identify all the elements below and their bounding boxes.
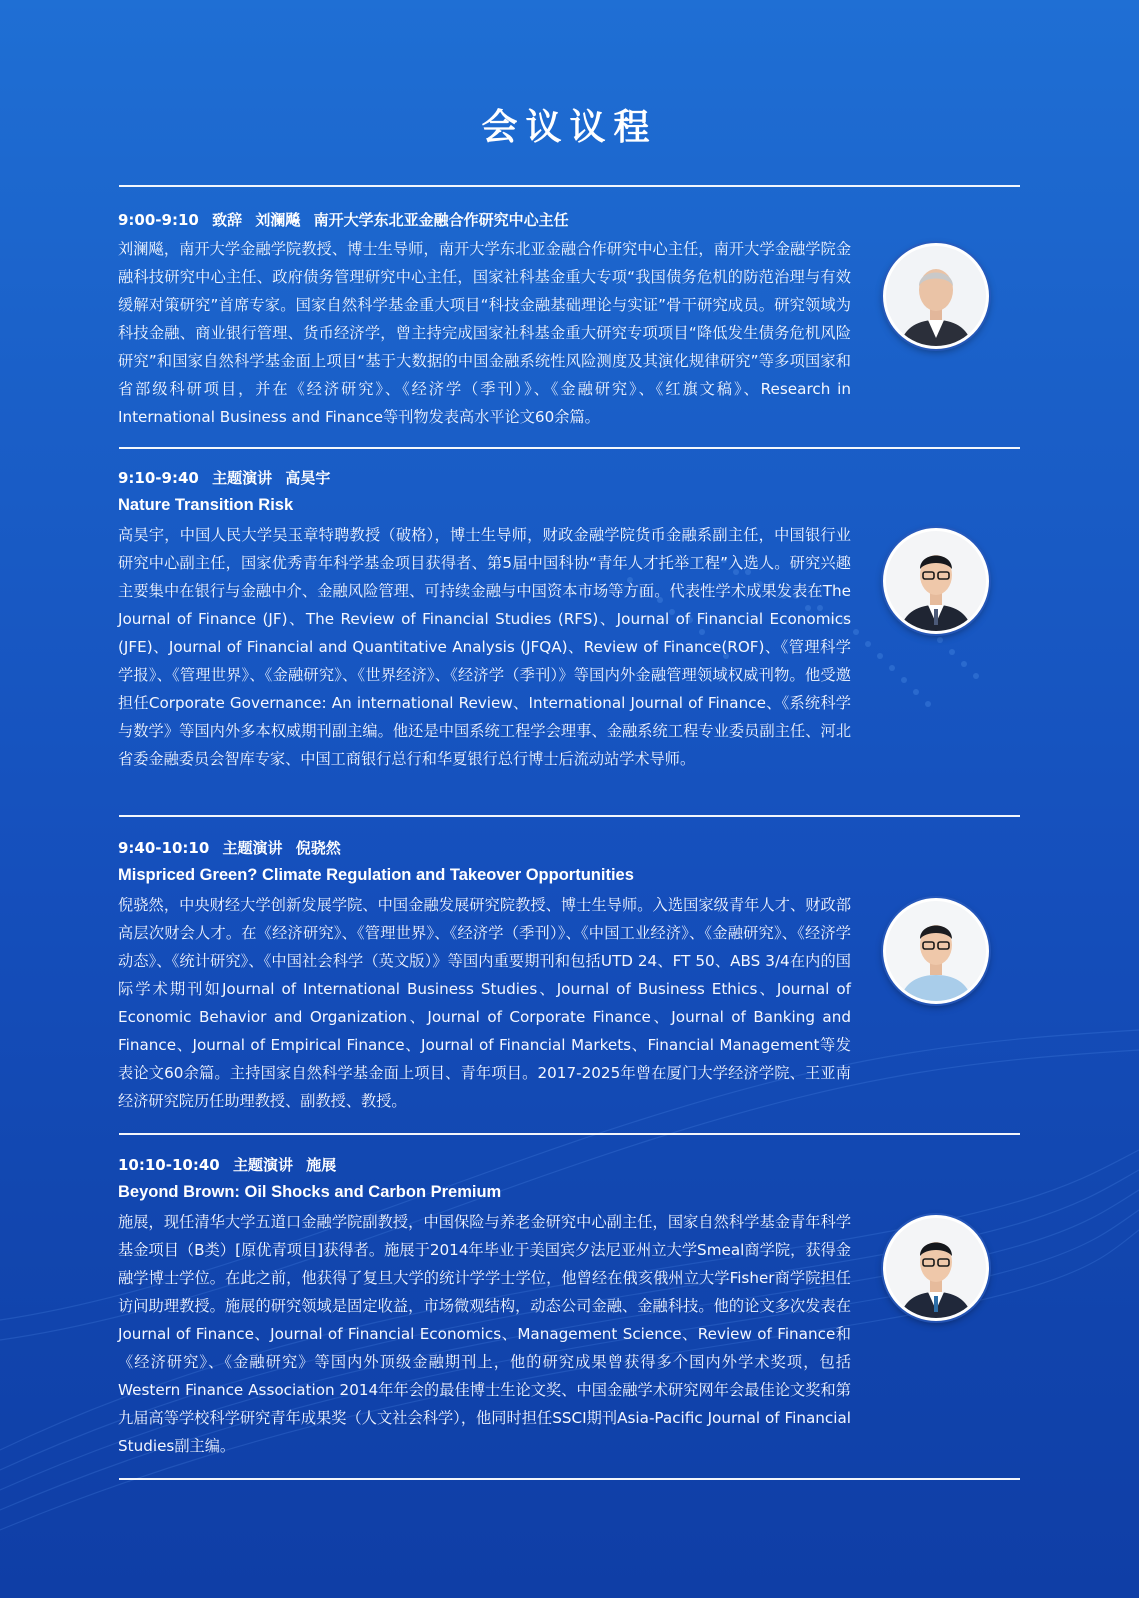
session-type: 主题演讲 [232, 1156, 293, 1174]
speaker-bio: 倪骁然，中央财经大学创新发展学院、中国金融发展研究院教授、博士生导师。入选国家级青年人才、财政部高层次财会人才。在《经济研究》、《管理世界》、《经济学（季刊）》、《中国工业经济》、《金融研究》、《经济学动态》、《统计研究》、《中国社会科学（英文版）》等国内重要期刊和包括UTD 24、FT 50、ABS 3/4在内的国际学术期刊如Journal of International Business Studies、Journal of Business Ethics、Journal of Economic Behavior and Organization、Journal of Corporate Finance、Journal of Banking and Finance、Journal of Empirical Finance、Journal of Financial Markets、Financial Management等发表论文60余篇。主持国家自然科学基金面上项目、青年项目。2017-2025年曾在厦门大学经济学院、王亚南经济研究院历任助理教授、副教授、教授。 [118, 896, 851, 1110]
session-type: 主题演讲 [212, 469, 273, 487]
avatar [883, 243, 989, 349]
divider [119, 185, 1020, 187]
session-type: 主题演讲 [222, 839, 283, 857]
talk-title: Beyond Brown: Oil Shocks and Carbon Premium [118, 1183, 502, 1201]
session-time: 9:00-9:10 [118, 211, 199, 229]
session-header [118, 1153, 851, 1178]
session-header [118, 208, 851, 233]
speaker-bio: 施展，现任清华大学五道口金融学院副教授，中国保险与养老金研究中心副主任，国家自然科学基金青年科学基金项目（B类）[原优青项目]获得者。施展于2014年毕业于美国宾夕法尼亚州立大学Smeal商学院，获得金融学博士学位。在此之前，他获得了复旦大学的统计学学士学位，他曾经在俄亥俄州立大学Fisher商学院担任访问助理教授。施展的研究领域是固定收益，市场微观结构，动态公司金融、金融科技。他的论文多次发表在Journal of Finance、Journal of Financial Economics、Management Science、Review of Finance和《经济研究》、《金融研究》等国内外顶级金融期刊上，他的研究成果曾获得多个国内外学术奖项，包括Western Finance Association 2014年年会的最佳博士生论文奖、中国金融学术研究网年会最佳论文奖和第九届高等学校科学研究青年成果奖（人文社会科学），他同时担任SSCI期刊Asia-Pacific Journal of Financial Studies副主编。 [118, 1213, 851, 1455]
avatar [883, 1215, 989, 1321]
page-title: 会议议程 [481, 107, 658, 148]
speaker-name: 高昊宇 [285, 469, 331, 487]
speaker-affiliation: 南开大学东北亚金融合作研究中心主任 [313, 211, 569, 229]
session-time: 9:10-9:40 [118, 469, 199, 487]
session-type: 致辞 [212, 211, 243, 229]
speaker-bio: 刘澜飚，南开大学金融学院教授、博士生导师，南开大学东北亚金融合作研究中心主任，南开大学金融学院金融科技研究中心主任、政府债务管理研究中心主任，国家社科基金重大专项“我国债务危机的防范治理与有效缓解对策研究”首席专家。国家自然科学基金重大项目“科技金融基础理论与实证”骨干研究成员。研究领域为科技金融、商业银行管理、货币经济学，曾主持完成国家社科基金重大研究专项项目“降低发生债务危机风险研究”和国家自然科学基金面上项目“基于大数据的中国金融系统性风险测度及其演化规律研究”等多项国家和省部级科研项目，并在《经济研究》、《经济学（季刊）》、《金融研究》、《红旗文稿》、Research in International Business and Finance等刊物发表高水平论文60余篇。 [118, 240, 851, 426]
agenda-session [118, 466, 851, 773]
session-time: 10:10-10:40 [118, 1156, 220, 1174]
divider [119, 815, 1020, 817]
speaker-name: 施展 [306, 1156, 337, 1174]
divider [119, 447, 1020, 449]
speaker-bio: 高昊宇，中国人民大学吴玉章特聘教授（破格），博士生导师，财政金融学院货币金融系副主任，中国银行业研究中心副主任，国家优秀青年科学基金项目获得者、第5届中国科协“青年人才托举工程”入选人。研究兴趣主要集中在银行与金融中介、金融风险管理、可持续金融与中国资本市场等方面。代表性学术成果发表在The Journal of Finance (JF)、The Review of Financial Studies (RFS)、Journal of Financial Economics (JFE)、Journal of Financial and Quantitative Analysis (JFQA)、Review of Finance(ROF)、《管理科学学报》、《管理世界》、《金融研究》、《世界经济》、《经济学（季刊）》等国内外金融管理领域权威刊物。他受邀担任Corporate Governance: An international Review、International Journal of Finance、《系统科学与数学》等国内外多本权威期刊副主编。他还是中国系统工程学会理事、金融系统工程专业委员副主任、河北省委金融委员会智库专家、中国工商银行总行和华夏银行总行博士后流动站学术导师。 [118, 526, 851, 768]
agenda-session [118, 208, 851, 431]
avatar [883, 898, 989, 1004]
speaker-name: 倪骁然 [295, 839, 341, 857]
session-time: 9:40-10:10 [118, 839, 210, 857]
speaker-name: 刘澜飚 [255, 211, 301, 229]
session-header [118, 466, 851, 491]
avatar [883, 528, 989, 634]
divider [119, 1133, 1020, 1135]
talk-title: Mispriced Green? Climate Regulation and Takeover Opportunities [118, 866, 634, 884]
session-header [118, 836, 851, 861]
agenda-session [118, 836, 851, 1115]
agenda-session [118, 1153, 851, 1460]
talk-title: Nature Transition Risk [118, 496, 294, 514]
divider [119, 1478, 1020, 1480]
